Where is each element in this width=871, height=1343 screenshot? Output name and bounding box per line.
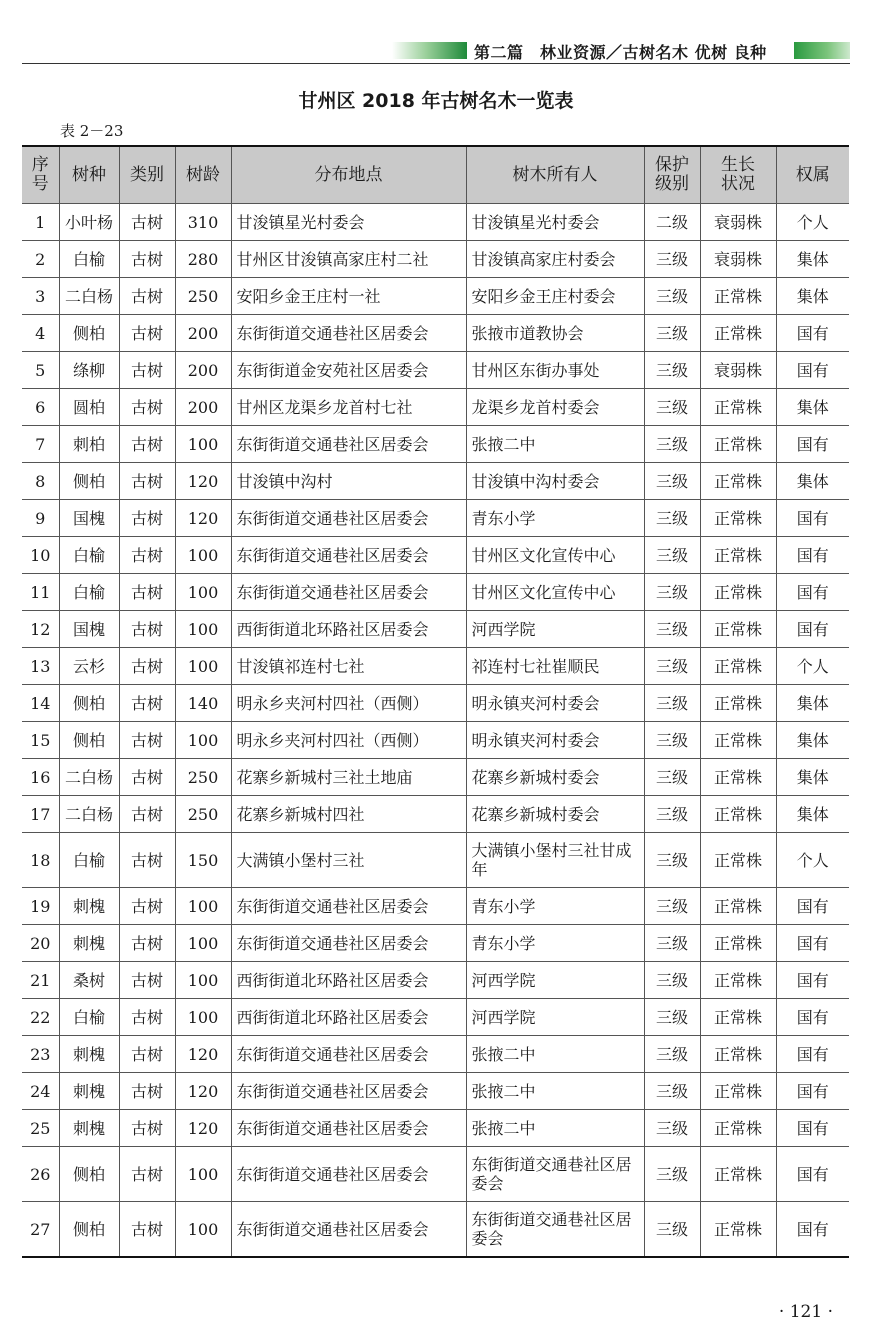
col-header-ownership: 权属 <box>776 146 849 204</box>
cell-category: 古树 <box>119 352 175 389</box>
cell-species: 白榆 <box>59 574 119 611</box>
cell-species: 刺槐 <box>59 1110 119 1147</box>
cell-location: 甘浚镇星光村委会 <box>231 204 466 241</box>
cell-category: 古树 <box>119 241 175 278</box>
cell-owner: 安阳乡金王庄村委会 <box>466 278 644 315</box>
cell-owner: 张掖二中 <box>466 1073 644 1110</box>
cell-owner: 甘浚镇中沟村委会 <box>466 463 644 500</box>
cell-species: 侧柏 <box>59 463 119 500</box>
cell-category: 古树 <box>119 574 175 611</box>
header-rule <box>22 63 850 64</box>
table-row <box>22 500 849 537</box>
cell-species: 刺柏 <box>59 426 119 463</box>
cell-category: 古树 <box>119 315 175 352</box>
cell-species: 小叶杨 <box>59 204 119 241</box>
cell-species: 圆柏 <box>59 389 119 426</box>
cell-age: 250 <box>175 278 231 315</box>
cell-index: 8 <box>22 463 59 500</box>
cell-age: 100 <box>175 537 231 574</box>
cell-index: 9 <box>22 500 59 537</box>
cell-condition: 衰弱株 <box>700 352 776 389</box>
cell-location: 东街街道交通巷社区居委会 <box>231 1073 466 1110</box>
cell-age: 100 <box>175 1202 231 1258</box>
cell-category: 古树 <box>119 888 175 925</box>
cell-ownership: 集体 <box>776 796 849 833</box>
cell-condition: 正常株 <box>700 888 776 925</box>
cell-age: 120 <box>175 1036 231 1073</box>
cell-location: 东街街道交通巷社区居委会 <box>231 888 466 925</box>
cell-index: 10 <box>22 537 59 574</box>
col-header-protection: 保护 级别 <box>644 146 700 204</box>
table-row <box>22 685 849 722</box>
cell-ownership: 集体 <box>776 722 849 759</box>
table-row <box>22 426 849 463</box>
cell-protection: 三级 <box>644 833 700 888</box>
col-header-category: 类别 <box>119 146 175 204</box>
table-row <box>22 537 849 574</box>
cell-location: 东街街道交通巷社区居委会 <box>231 1202 466 1258</box>
cell-species: 刺槐 <box>59 1036 119 1073</box>
cell-ownership: 国有 <box>776 1036 849 1073</box>
cell-condition: 正常株 <box>700 574 776 611</box>
cell-protection: 三级 <box>644 1147 700 1202</box>
cell-age: 100 <box>175 962 231 999</box>
cell-protection: 三级 <box>644 278 700 315</box>
cell-ownership: 国有 <box>776 500 849 537</box>
cell-protection: 三级 <box>644 389 700 426</box>
cell-category: 古树 <box>119 500 175 537</box>
cell-species: 侧柏 <box>59 315 119 352</box>
cell-owner: 河西学院 <box>466 962 644 999</box>
cell-location: 西街街道北环路社区居委会 <box>231 611 466 648</box>
cell-protection: 三级 <box>644 759 700 796</box>
cell-ownership: 个人 <box>776 204 849 241</box>
cell-age: 100 <box>175 648 231 685</box>
cell-species: 侧柏 <box>59 1147 119 1202</box>
cell-ownership: 国有 <box>776 574 849 611</box>
cell-location: 安阳乡金王庄村一社 <box>231 278 466 315</box>
cell-condition: 正常株 <box>700 315 776 352</box>
cell-age: 120 <box>175 500 231 537</box>
cell-location: 东街街道交通巷社区居委会 <box>231 1147 466 1202</box>
cell-condition: 正常株 <box>700 463 776 500</box>
cell-condition: 正常株 <box>700 925 776 962</box>
cell-owner: 明永镇夹河村委会 <box>466 722 644 759</box>
cell-species: 国槐 <box>59 611 119 648</box>
header-decoration-bar-right <box>794 42 850 59</box>
cell-index: 6 <box>22 389 59 426</box>
cell-protection: 三级 <box>644 722 700 759</box>
cell-condition: 正常株 <box>700 685 776 722</box>
cell-index: 12 <box>22 611 59 648</box>
cell-condition: 正常株 <box>700 278 776 315</box>
cell-owner: 花寨乡新城村委会 <box>466 796 644 833</box>
cell-index: 13 <box>22 648 59 685</box>
cell-index: 26 <box>22 1147 59 1202</box>
table-row <box>22 925 849 962</box>
cell-condition: 正常株 <box>700 426 776 463</box>
cell-condition: 正常株 <box>700 389 776 426</box>
cell-owner: 青东小学 <box>466 500 644 537</box>
table-row <box>22 574 849 611</box>
cell-ownership: 国有 <box>776 352 849 389</box>
cell-species: 刺槐 <box>59 925 119 962</box>
cell-ownership: 个人 <box>776 833 849 888</box>
cell-location: 东街街道交通巷社区居委会 <box>231 315 466 352</box>
cell-index: 16 <box>22 759 59 796</box>
header-section-title: 第二篇 林业资源／古树名木 优树 良种 <box>474 43 767 62</box>
cell-owner: 张掖二中 <box>466 1110 644 1147</box>
cell-location: 东街街道金安苑社区居委会 <box>231 352 466 389</box>
col-header-condition: 生长 状况 <box>700 146 776 204</box>
cell-owner: 甘州区文化宣传中心 <box>466 574 644 611</box>
cell-ownership: 国有 <box>776 315 849 352</box>
cell-category: 古树 <box>119 962 175 999</box>
cell-location: 东街街道交通巷社区居委会 <box>231 1036 466 1073</box>
cell-age: 100 <box>175 426 231 463</box>
cell-owner: 甘浚镇高家庄村委会 <box>466 241 644 278</box>
cell-owner: 河西学院 <box>466 611 644 648</box>
cell-ownership: 国有 <box>776 925 849 962</box>
cell-age: 120 <box>175 1073 231 1110</box>
cell-owner: 祁连村七社崔顺民 <box>466 648 644 685</box>
cell-species: 国槐 <box>59 500 119 537</box>
cell-protection: 二级 <box>644 204 700 241</box>
cell-index: 3 <box>22 278 59 315</box>
cell-owner: 大满镇小堡村三社甘成年 <box>466 833 644 888</box>
col-header-index: 序号 <box>22 146 59 204</box>
cell-condition: 正常株 <box>700 537 776 574</box>
cell-species: 绦柳 <box>59 352 119 389</box>
cell-location: 东街街道交通巷社区居委会 <box>231 1110 466 1147</box>
cell-index: 23 <box>22 1036 59 1073</box>
cell-owner: 青东小学 <box>466 888 644 925</box>
cell-age: 100 <box>175 1147 231 1202</box>
cell-index: 11 <box>22 574 59 611</box>
cell-ownership: 国有 <box>776 1202 849 1258</box>
cell-owner: 明永镇夹河村委会 <box>466 685 644 722</box>
table-row <box>22 1147 849 1202</box>
cell-location: 东街街道交通巷社区居委会 <box>231 574 466 611</box>
cell-category: 古树 <box>119 925 175 962</box>
cell-species: 云杉 <box>59 648 119 685</box>
cell-age: 200 <box>175 352 231 389</box>
cell-age: 200 <box>175 315 231 352</box>
cell-ownership: 国有 <box>776 1110 849 1147</box>
table-label: 表 2－23 <box>60 122 124 140</box>
cell-index: 18 <box>22 833 59 888</box>
cell-condition: 正常株 <box>700 1110 776 1147</box>
table-row <box>22 278 849 315</box>
cell-ownership: 集体 <box>776 759 849 796</box>
table-row <box>22 611 849 648</box>
cell-protection: 三级 <box>644 611 700 648</box>
cell-category: 古树 <box>119 278 175 315</box>
cell-protection: 三级 <box>644 648 700 685</box>
cell-index: 20 <box>22 925 59 962</box>
cell-ownership: 集体 <box>776 463 849 500</box>
cell-protection: 三级 <box>644 463 700 500</box>
running-header <box>22 38 850 64</box>
cell-location: 东街街道交通巷社区居委会 <box>231 537 466 574</box>
cell-owner: 东街街道交通巷社区居委会 <box>466 1147 644 1202</box>
cell-location: 大满镇小堡村三社 <box>231 833 466 888</box>
cell-category: 古树 <box>119 463 175 500</box>
cell-species: 白榆 <box>59 537 119 574</box>
cell-age: 100 <box>175 888 231 925</box>
cell-age: 100 <box>175 722 231 759</box>
table-row <box>22 352 849 389</box>
cell-age: 280 <box>175 241 231 278</box>
cell-index: 7 <box>22 426 59 463</box>
cell-category: 古树 <box>119 1202 175 1258</box>
cell-index: 2 <box>22 241 59 278</box>
cell-index: 19 <box>22 888 59 925</box>
table-row <box>22 999 849 1036</box>
cell-index: 22 <box>22 999 59 1036</box>
table-row <box>22 204 849 241</box>
cell-owner: 甘州区东街办事处 <box>466 352 644 389</box>
table-row <box>22 241 849 278</box>
cell-species: 白榆 <box>59 833 119 888</box>
cell-category: 古树 <box>119 759 175 796</box>
cell-age: 100 <box>175 574 231 611</box>
page-number: · 121 · <box>778 1302 833 1322</box>
cell-category: 古树 <box>119 833 175 888</box>
cell-species: 白榆 <box>59 241 119 278</box>
cell-index: 27 <box>22 1202 59 1258</box>
cell-protection: 三级 <box>644 1110 700 1147</box>
cell-species: 侧柏 <box>59 722 119 759</box>
cell-ownership: 国有 <box>776 1073 849 1110</box>
cell-condition: 衰弱株 <box>700 204 776 241</box>
cell-location: 明永乡夹河村四社（西侧） <box>231 685 466 722</box>
cell-condition: 正常株 <box>700 796 776 833</box>
cell-condition: 正常株 <box>700 611 776 648</box>
cell-condition: 正常株 <box>700 1202 776 1258</box>
cell-age: 140 <box>175 685 231 722</box>
cell-condition: 正常株 <box>700 1036 776 1073</box>
cell-ownership: 国有 <box>776 611 849 648</box>
cell-species: 二白杨 <box>59 759 119 796</box>
table-row <box>22 463 849 500</box>
table-row <box>22 759 849 796</box>
cell-age: 310 <box>175 204 231 241</box>
cell-category: 古树 <box>119 685 175 722</box>
cell-condition: 衰弱株 <box>700 241 776 278</box>
cell-owner: 青东小学 <box>466 925 644 962</box>
table-body <box>22 204 849 1258</box>
cell-species: 刺槐 <box>59 1073 119 1110</box>
cell-condition: 正常株 <box>700 999 776 1036</box>
cell-location: 花寨乡新城村四社 <box>231 796 466 833</box>
cell-index: 21 <box>22 962 59 999</box>
cell-category: 古树 <box>119 611 175 648</box>
cell-age: 120 <box>175 1110 231 1147</box>
cell-ownership: 集体 <box>776 241 849 278</box>
cell-category: 古树 <box>119 999 175 1036</box>
cell-owner: 张掖二中 <box>466 426 644 463</box>
cell-location: 明永乡夹河村四社（西侧） <box>231 722 466 759</box>
cell-owner: 花寨乡新城村委会 <box>466 759 644 796</box>
cell-species: 白榆 <box>59 999 119 1036</box>
cell-species: 侧柏 <box>59 685 119 722</box>
cell-category: 古树 <box>119 1147 175 1202</box>
cell-index: 5 <box>22 352 59 389</box>
table-row <box>22 648 849 685</box>
col-header-species: 树种 <box>59 146 119 204</box>
tree-table <box>22 145 849 1258</box>
cell-condition: 正常株 <box>700 648 776 685</box>
col-header-age: 树龄 <box>175 146 231 204</box>
cell-category: 古树 <box>119 204 175 241</box>
cell-owner: 张掖市道教协会 <box>466 315 644 352</box>
cell-owner: 河西学院 <box>466 999 644 1036</box>
cell-index: 14 <box>22 685 59 722</box>
cell-age: 250 <box>175 796 231 833</box>
table-row <box>22 888 849 925</box>
cell-condition: 正常株 <box>700 722 776 759</box>
table-row <box>22 1110 849 1147</box>
cell-condition: 正常株 <box>700 1147 776 1202</box>
table-row <box>22 389 849 426</box>
cell-protection: 三级 <box>644 685 700 722</box>
cell-index: 25 <box>22 1110 59 1147</box>
cell-ownership: 集体 <box>776 685 849 722</box>
cell-location: 甘州区龙渠乡龙首村七社 <box>231 389 466 426</box>
cell-age: 250 <box>175 759 231 796</box>
cell-category: 古树 <box>119 1110 175 1147</box>
cell-ownership: 个人 <box>776 648 849 685</box>
cell-category: 古树 <box>119 1073 175 1110</box>
cell-ownership: 集体 <box>776 389 849 426</box>
cell-index: 17 <box>22 796 59 833</box>
cell-owner: 张掖二中 <box>466 1036 644 1073</box>
table-row <box>22 1202 849 1258</box>
cell-protection: 三级 <box>644 888 700 925</box>
cell-protection: 三级 <box>644 315 700 352</box>
cell-index: 1 <box>22 204 59 241</box>
cell-condition: 正常株 <box>700 962 776 999</box>
cell-protection: 三级 <box>644 962 700 999</box>
cell-age: 120 <box>175 463 231 500</box>
cell-protection: 三级 <box>644 537 700 574</box>
document-title: 甘州区 2018 年古树名木一览表 <box>298 90 574 112</box>
col-header-location: 分布地点 <box>231 146 466 204</box>
cell-protection: 三级 <box>644 999 700 1036</box>
cell-location: 东街街道交通巷社区居委会 <box>231 500 466 537</box>
cell-category: 古树 <box>119 648 175 685</box>
cell-category: 古树 <box>119 426 175 463</box>
cell-ownership: 国有 <box>776 888 849 925</box>
cell-location: 东街街道交通巷社区居委会 <box>231 426 466 463</box>
cell-condition: 正常株 <box>700 759 776 796</box>
cell-location: 东街街道交通巷社区居委会 <box>231 925 466 962</box>
cell-location: 花寨乡新城村三社土地庙 <box>231 759 466 796</box>
cell-protection: 三级 <box>644 1073 700 1110</box>
cell-ownership: 集体 <box>776 278 849 315</box>
cell-protection: 三级 <box>644 426 700 463</box>
table-row <box>22 1073 849 1110</box>
table-row <box>22 796 849 833</box>
cell-ownership: 国有 <box>776 999 849 1036</box>
cell-species: 二白杨 <box>59 278 119 315</box>
cell-species: 桑树 <box>59 962 119 999</box>
table-row <box>22 833 849 888</box>
header-decoration-bar-left <box>392 42 467 59</box>
cell-species: 侧柏 <box>59 1202 119 1258</box>
cell-owner: 龙渠乡龙首村委会 <box>466 389 644 426</box>
cell-location: 西街街道北环路社区居委会 <box>231 962 466 999</box>
col-header-owner: 树木所有人 <box>466 146 644 204</box>
cell-location: 甘浚镇祁连村七社 <box>231 648 466 685</box>
cell-age: 100 <box>175 999 231 1036</box>
cell-condition: 正常株 <box>700 500 776 537</box>
cell-age: 100 <box>175 611 231 648</box>
cell-protection: 三级 <box>644 500 700 537</box>
table-header-row <box>22 146 849 204</box>
cell-condition: 正常株 <box>700 833 776 888</box>
cell-ownership: 国有 <box>776 537 849 574</box>
cell-protection: 三级 <box>644 1202 700 1258</box>
table-row <box>22 315 849 352</box>
cell-index: 15 <box>22 722 59 759</box>
cell-age: 200 <box>175 389 231 426</box>
table-row <box>22 722 849 759</box>
table-row <box>22 1036 849 1073</box>
cell-species: 刺槐 <box>59 888 119 925</box>
cell-ownership: 国有 <box>776 962 849 999</box>
cell-protection: 三级 <box>644 796 700 833</box>
cell-location: 西街街道北环路社区居委会 <box>231 999 466 1036</box>
cell-category: 古树 <box>119 796 175 833</box>
cell-protection: 三级 <box>644 925 700 962</box>
cell-protection: 三级 <box>644 1036 700 1073</box>
cell-age: 150 <box>175 833 231 888</box>
cell-category: 古树 <box>119 537 175 574</box>
cell-species: 二白杨 <box>59 796 119 833</box>
table-row <box>22 962 849 999</box>
cell-age: 100 <box>175 925 231 962</box>
cell-ownership: 国有 <box>776 426 849 463</box>
cell-owner: 东街街道交通巷社区居委会 <box>466 1202 644 1258</box>
cell-category: 古树 <box>119 1036 175 1073</box>
cell-protection: 三级 <box>644 574 700 611</box>
cell-protection: 三级 <box>644 352 700 389</box>
cell-category: 古树 <box>119 722 175 759</box>
cell-owner: 甘州区文化宣传中心 <box>466 537 644 574</box>
cell-location: 甘浚镇中沟村 <box>231 463 466 500</box>
cell-owner: 甘浚镇星光村委会 <box>466 204 644 241</box>
cell-index: 4 <box>22 315 59 352</box>
cell-protection: 三级 <box>644 241 700 278</box>
cell-location: 甘州区甘浚镇高家庄村二社 <box>231 241 466 278</box>
cell-condition: 正常株 <box>700 1073 776 1110</box>
cell-index: 24 <box>22 1073 59 1110</box>
cell-ownership: 国有 <box>776 1147 849 1202</box>
cell-category: 古树 <box>119 389 175 426</box>
